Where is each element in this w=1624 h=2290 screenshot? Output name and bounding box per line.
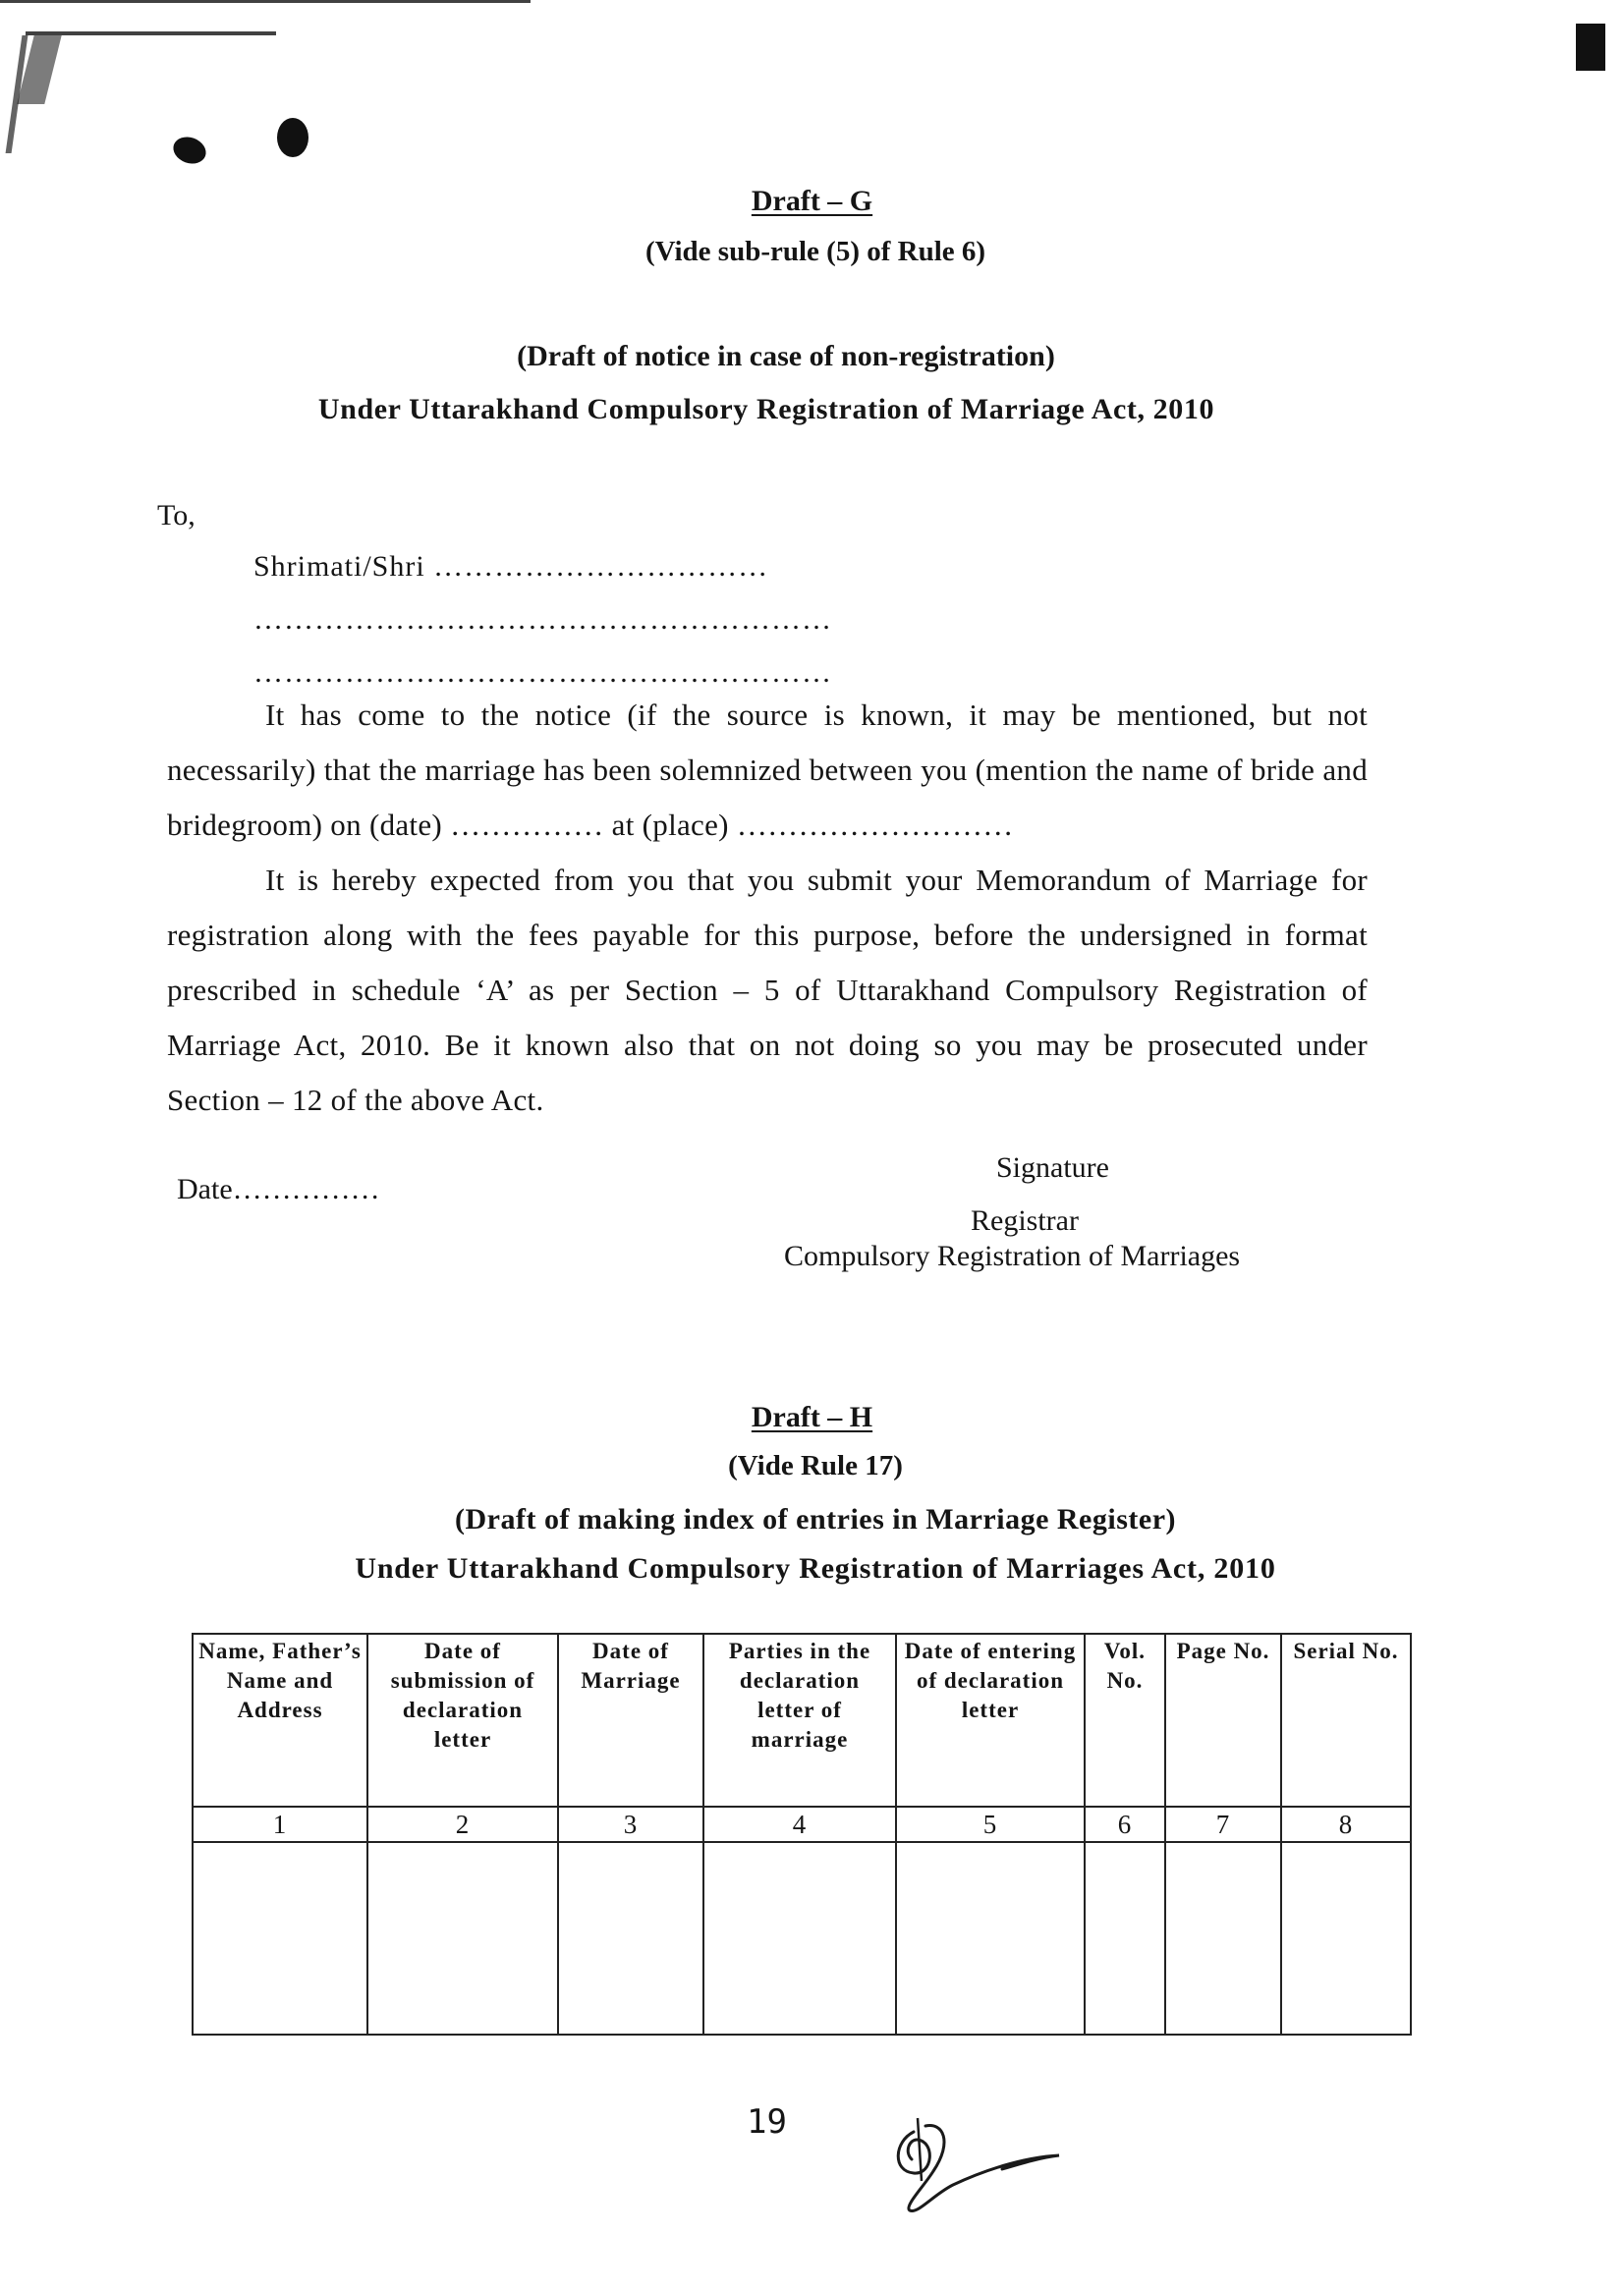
draft-h-heading: Draft – H bbox=[751, 1401, 873, 1433]
draft-h-rule-ref: (Vide Rule 17) bbox=[728, 1450, 903, 1481]
column-header: Name, Father’s Name and Address bbox=[193, 1634, 367, 1807]
draft-g-rule-ref: (Vide sub-rule (5) of Rule 6) bbox=[644, 236, 986, 267]
column-number-row bbox=[193, 1807, 1411, 1842]
draft-h-subject: (Draft of making index of entries in Marriage Register) bbox=[455, 1503, 1176, 1536]
table-header-row bbox=[193, 1634, 1411, 1807]
table-cell bbox=[558, 1842, 703, 2035]
column-number: 6 bbox=[1085, 1807, 1165, 1842]
date-label: Date…………… bbox=[177, 1173, 380, 1205]
column-number: 2 bbox=[367, 1807, 558, 1842]
column-number: 7 bbox=[1165, 1807, 1281, 1842]
draft-h-act-line: Under Uttarakhand Compulsory Registration of Marriages Act, 2010 bbox=[355, 1552, 1276, 1585]
address-line-2: ………………………………………………… bbox=[253, 656, 832, 689]
draft-g-heading: Draft – G bbox=[751, 185, 873, 217]
handwritten-signature bbox=[874, 2112, 1071, 2220]
registrar-office: Compulsory Registration of Marriages bbox=[784, 1240, 1241, 1272]
column-header: Date of entering of declaration letter bbox=[896, 1634, 1085, 1807]
table-cell bbox=[1085, 1842, 1165, 2035]
table-cell bbox=[193, 1842, 367, 2035]
table-cell bbox=[1281, 1842, 1411, 2035]
column-header: Date of submission of declaration letter bbox=[367, 1634, 558, 1807]
table-cell bbox=[703, 1842, 896, 2035]
scan-top-line bbox=[0, 0, 531, 3]
column-number: 5 bbox=[896, 1807, 1085, 1842]
notice-paragraph-2: It is hereby expected from you that you submit your Memorandum of Marriage for registration along with the fees payable for this purpose, before the undersigned in format prescribed in schedule ‘A’ as per Section – 5 of Uttarakhand Compulsory Registration of Marriage Act, 2010. Be it known also that on not doing so you may be prosecuted under Section – 12 of the above Act. bbox=[167, 863, 1368, 1117]
column-header: Serial No. bbox=[1281, 1634, 1411, 1807]
table-cell bbox=[1165, 1842, 1281, 2035]
column-header: Parties in the declaration letter of marriage bbox=[703, 1634, 896, 1807]
notice-body bbox=[167, 688, 1368, 1128]
draft-g-act-line: Under Uttarakhand Compulsory Registration of Marriage Act, 2010 bbox=[317, 393, 1215, 425]
signature-label: Signature bbox=[996, 1151, 1109, 1184]
punch-hole-mark bbox=[170, 133, 210, 168]
column-header: Date of Marriage bbox=[558, 1634, 703, 1807]
scan-edge-mark bbox=[26, 31, 276, 35]
column-number: 4 bbox=[703, 1807, 896, 1842]
column-header: Page No. bbox=[1165, 1634, 1281, 1807]
address-line-1: ………………………………………………… bbox=[253, 603, 832, 636]
table-cell bbox=[367, 1842, 558, 2035]
to-label: To, bbox=[157, 499, 196, 531]
column-number: 8 bbox=[1281, 1807, 1411, 1842]
table-cell bbox=[896, 1842, 1085, 2035]
page-number: 19 bbox=[747, 2102, 787, 2142]
scan-corner-mark bbox=[1576, 24, 1605, 71]
marriage-register-index-table bbox=[192, 1633, 1412, 2036]
table-row bbox=[193, 1842, 1411, 2035]
draft-g-subject: (Draft of notice in case of non-registration) bbox=[517, 340, 1055, 372]
notice-paragraph-1: It has come to the notice (if the source is known, it may be mentioned, but not necessarily) that the marriage has been solemnized between you (mention the name of bride and bridegroom) on (date) …………… at (place) ……………………… bbox=[167, 698, 1368, 842]
registrar-label: Registrar bbox=[971, 1204, 1079, 1237]
column-number: 3 bbox=[558, 1807, 703, 1842]
addressee-label: Shrimati/Shri …………………………… bbox=[253, 550, 769, 583]
column-number: 1 bbox=[193, 1807, 367, 1842]
punch-hole-mark bbox=[277, 118, 308, 157]
column-header: Vol. No. bbox=[1085, 1634, 1165, 1807]
